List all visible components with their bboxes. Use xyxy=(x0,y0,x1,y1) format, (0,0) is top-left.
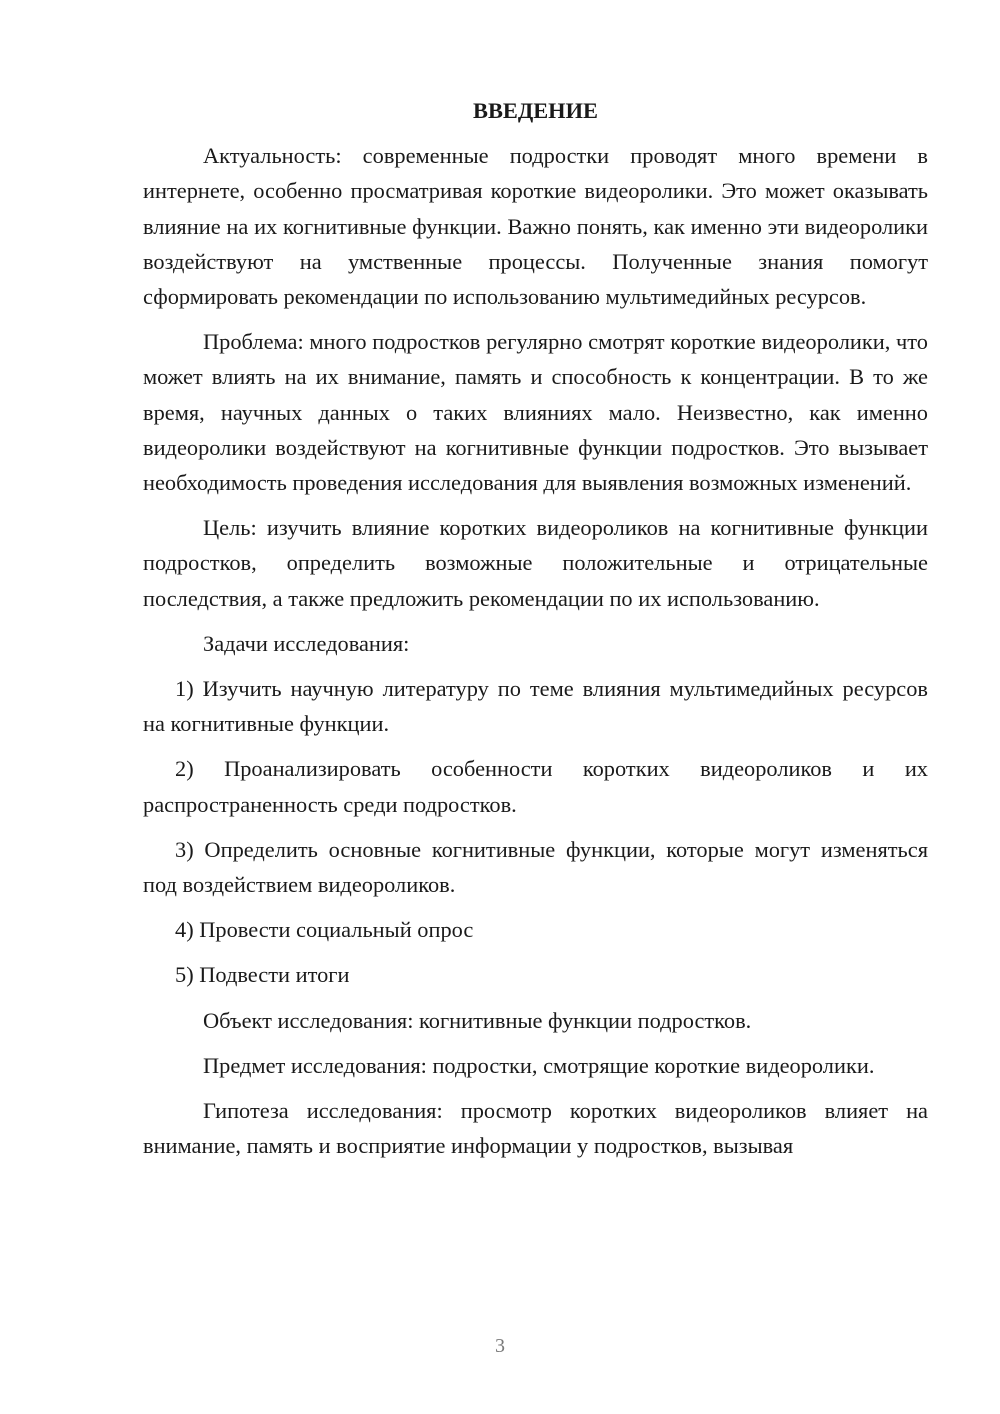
paragraph-problem: Проблема: много подростков регулярно смотрят короткие видеоролики, что может влиять на их внимание, память и способность к концентрации. В то же время, научных данных о таких влияниях мало. Неизвестно, как именно видеоролики воздействуют на когнитивные функции подростков. Это вызывает необходимость проведения исследования для выявления возможных изменений. xyxy=(143,329,928,496)
paragraph-goal: Цель: изучить влияние коротких видеороликов на когнитивные функции подростков, определить возможные положительные и отрицательные последствия, а также предложить рекомендации по их использованию. xyxy=(143,515,928,611)
paragraph-object: Объект исследования: когнитивные функции подростков. xyxy=(203,1007,752,1033)
section-title: ВВЕДЕНИЕ xyxy=(473,98,598,123)
paragraph-subject: Предмет исследования: подростки, смотрящие короткие видеоролики. xyxy=(203,1052,875,1078)
task-item-2: 2) Проанализировать особенности коротких видеороликов и их распространенность среди подростков. xyxy=(143,756,928,817)
page-number: 3 xyxy=(495,1335,505,1357)
task-item-3: 3) Определить основные когнитивные функции, которые могут изменяться под воздействием видеороликов. xyxy=(143,836,928,898)
task-item-5: 5) Подвести итоги xyxy=(175,962,350,988)
task-item-1: 1) Изучить научную литературу по теме влияния мультимедийных ресурсов на когнитивные функции. xyxy=(143,676,928,737)
tasks-heading: Задачи исследования: xyxy=(203,630,410,656)
paragraph-hypothesis: Гипотеза исследования: просмотр коротких видеороликов влияет на внимание, память и восприятие информации у подростков, вызывая xyxy=(143,1098,928,1159)
task-item-4: 4) Провести социальный опрос xyxy=(175,917,474,943)
paragraph-relevance: Актуальность: современные подростки проводят много времени в интернете, особенно просматривая короткие видеоролики. Это может оказывать влияние на их когнитивные функции. Важно понять, как именно эти видеоролики воздействуют на умственные процессы. Полученные знания помогут сформировать рекомендации по использованию мультимедийных ресурсов. xyxy=(143,143,928,310)
page-content xyxy=(143,93,928,1173)
